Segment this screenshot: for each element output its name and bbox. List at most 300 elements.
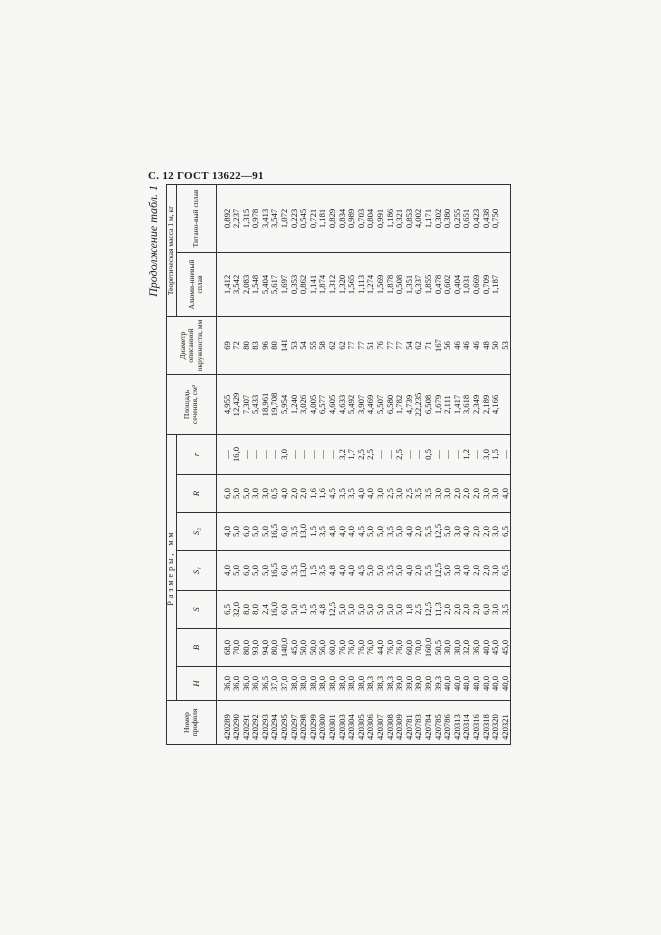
table-cell: — [270,434,280,474]
table-cell: 5,0 [366,551,376,591]
table-cell: 1,782 [395,374,405,434]
table-cell: — [434,434,444,474]
table-cell: 1,320 [338,252,348,316]
table-cell: 0,302 [434,184,444,252]
table-cell: 5,0 [395,551,405,591]
table-row [491,184,501,744]
table-cell: 83 [251,316,261,374]
table-cell: 16,5 [270,513,280,551]
table-cell: 80,0 [270,629,280,667]
table-row [338,184,348,744]
table-cell: 40,0 [472,667,482,701]
table-cell: 2,0 [414,551,424,591]
table-cell: 420314 [462,701,472,745]
table-cell: 0,978 [251,184,261,252]
table-cell: 3,547 [270,184,280,252]
table-cell: 40,0 [453,667,463,701]
table-cell: 2,349 [472,374,482,434]
table-cell: 0,834 [338,184,348,252]
table-cell: 2,083 [242,252,252,316]
table-cell: 12,429 [232,374,242,434]
table-cell: 39,0 [424,667,434,701]
table-cell: 420297 [290,701,300,745]
table-cell: 5,0 [290,591,300,629]
table-cell: 4,0 [338,551,348,591]
table-cell: 38,0 [309,667,319,701]
header-aluminum: Алюми-ниевый сплав [176,252,216,316]
table-cell: 420783 [414,701,424,745]
table-cell: 167 [434,316,444,374]
table-cell: — [261,434,271,474]
profile-table [166,184,511,745]
table-cell: 77 [347,316,357,374]
table-cell: 0,5 [424,434,434,474]
table-cell: 38,0 [290,667,300,701]
table-cell: 2,0 [453,591,463,629]
table-cell: 5,0 [366,513,376,551]
table-cell: — [251,434,261,474]
table-row [501,184,511,744]
table-cell: 1,878 [386,252,396,316]
table-cell: 0,651 [462,184,472,252]
table-cell: 76 [376,316,386,374]
table-cell: 3,2 [338,434,348,474]
table-cell: 6,0 [216,475,232,513]
table-cell: 45,0 [491,629,501,667]
table-cell: 55 [309,316,319,374]
table-cell: 4,002 [414,184,424,252]
table-row [414,184,424,744]
table-cell: 420308 [386,701,396,745]
table-cell: 2,0 [414,513,424,551]
table-cell: 46 [453,316,463,374]
table-cell: 58 [318,316,328,374]
table-cell: 2,0 [482,513,492,551]
table-cell: 0,602 [443,252,453,316]
table-cell: 6,0 [280,591,290,629]
table-cell: 12,5 [434,513,444,551]
table-cell: 2,0 [472,513,482,551]
table-row [347,184,357,744]
table-cell: — [386,434,396,474]
table-cell: 13,0 [299,551,309,591]
table-cell: 36,5 [261,667,271,701]
table-cell: 5,433 [251,374,261,434]
table-cell: 5,954 [280,374,290,434]
table-cell: 1,5 [309,513,319,551]
table-cell: 3,0 [453,513,463,551]
table-cell: 2,5 [366,434,376,474]
table-cell: 1,569 [376,252,386,316]
table-cell: 6,577 [318,374,328,434]
table-cell: 4,0 [462,513,472,551]
table-cell: 6,0 [482,591,492,629]
table-cell: 420295 [280,701,290,745]
table-cell: 160,0 [424,629,434,667]
table-cell: — [453,434,463,474]
table-cell: 94,0 [261,629,271,667]
table-cell: 80,0 [242,629,252,667]
table-row [443,184,453,744]
table-cell: 0,829 [328,184,338,252]
table-cell: 96 [261,316,271,374]
table-cell: 1,187 [491,252,501,316]
table-cell: 40,0 [491,667,501,701]
table-cell: 40,0 [482,667,492,701]
table-cell: 7,307 [242,374,252,434]
table-cell: 4,0 [216,513,232,551]
table-cell: 3,0 [491,591,501,629]
table-cell: 1,181 [318,184,328,252]
table-cell: 32,0 [462,629,472,667]
table-cell: 6,337 [414,252,424,316]
table-row [405,184,415,744]
table-cell: 4,0 [405,551,415,591]
table-cell: 38,3 [386,667,396,701]
table-cell: 5,0 [357,591,367,629]
table-cell: 4,5 [357,551,367,591]
header-circle-diameter: Диаметр описанной окружности, мм [167,316,217,374]
table-cell: 3,542 [232,252,242,316]
table-cell: 2,5 [386,475,396,513]
table-cell: 8,0 [242,591,252,629]
table-cell: 62 [328,316,338,374]
table-cell: 39,0 [414,667,424,701]
table-cell: 3,0 [491,475,501,513]
header-r-big: R [176,475,216,513]
table-cell: 2,0 [462,475,472,513]
table-row [357,184,367,744]
table-cell: 4,739 [405,374,415,434]
table-cell: 1,8 [405,591,415,629]
table-cell: 3,5 [424,475,434,513]
table-row [299,184,309,744]
table-cell: 8,0 [251,591,261,629]
table-cell: 140,0 [280,629,290,667]
table-cell: 420303 [338,701,348,745]
table-cell: 5,404 [261,252,271,316]
page-header: С. 12 ГОСТ 13622—91 [148,170,264,182]
table-cell: 1,141 [309,252,319,316]
table-caption: Продолжение табл. 1 [146,185,160,297]
table-cell: 1,874 [318,252,328,316]
table-cell: 5,507 [376,374,386,434]
table-cell: 71 [424,316,434,374]
table-cell: 50,5 [434,629,444,667]
table-cell: 1,113 [357,252,367,316]
table-cell: 5,0 [376,591,386,629]
table-cell: 0,709 [482,252,492,316]
table-cell: 1,6 [309,475,319,513]
table-cell: 3,0 [280,434,290,474]
table-cell: 38,0 [357,667,367,701]
table-row [290,184,300,744]
table-row [216,184,232,744]
table-cell: 40,0 [482,629,492,667]
table-cell: 2,111 [443,374,453,434]
table-cell: 2,0 [472,551,482,591]
table-cell: 3,5 [414,475,424,513]
table-cell: 93,0 [251,629,261,667]
table-row [482,184,492,744]
table-cell: 38,0 [328,667,338,701]
table-row [386,184,396,744]
table-cell: 0,750 [491,184,501,252]
table-cell: 1,548 [251,252,261,316]
table-cell: 5,0 [376,551,386,591]
table-cell: 38,0 [338,667,348,701]
table-cell: 420785 [434,701,444,745]
table-cell: 3,0 [482,434,492,474]
header-s: S [176,591,216,629]
table-cell: 0,255 [453,184,463,252]
table-cell: — [328,434,338,474]
table-cell: 5,492 [347,374,357,434]
table-cell: 420300 [318,701,328,745]
table-cell: 40,0 [501,667,511,701]
table-cell: 5,0 [232,475,242,513]
table-row [280,184,290,744]
table-cell: 5,0 [395,591,405,629]
table-cell: 72 [232,316,242,374]
table-cell: 16,5 [270,551,280,591]
table-cell: 1,6 [318,475,328,513]
table-cell: 3,0 [482,475,492,513]
table-cell: 5,0 [376,513,386,551]
table-cell: 420321 [501,701,511,745]
table-cell: 32,0 [232,591,242,629]
table-cell: 76,0 [338,629,348,667]
table-cell: 12,5 [434,551,444,591]
table-cell: 3,5 [318,513,328,551]
table-cell: 3,0 [491,513,501,551]
table-cell: 13,0 [299,513,309,551]
table-cell: 3,0 [395,475,405,513]
table-cell: — [318,434,328,474]
table-cell: 0,853 [405,184,415,252]
table-cell: 40,0 [443,667,453,701]
table-cell: 2,4 [261,591,271,629]
table-cell: 4,0 [347,513,357,551]
table-cell: 6,0 [242,513,252,551]
table-cell: 76,0 [357,629,367,667]
table-row [376,184,386,744]
table-cell: 5,5 [424,551,434,591]
table-row [453,184,463,744]
table-cell: 6,0 [242,551,252,591]
table-cell: 5,0 [261,513,271,551]
table-cell: 5,0 [443,551,453,591]
table-cell: 2,0 [299,475,309,513]
table-cell: 420318 [482,701,492,745]
table-cell: — [501,434,511,474]
table-cell: 2,5 [357,434,367,474]
header-titanium: Титано-вый сплав [176,184,216,252]
table-cell: 1,5 [299,591,309,629]
table-cell: 0,669 [472,252,482,316]
table-cell: 3,5 [386,551,396,591]
table-cell: 4,0 [338,513,348,551]
table-cell: 3,413 [261,184,271,252]
table-cell: 420291 [242,701,252,745]
table-cell: 420784 [424,701,434,745]
table-cell: 3,5 [347,475,357,513]
table-cell: — [242,434,252,474]
header-s2: S₂ [176,513,216,551]
table-row [251,184,261,744]
table-cell: 1,417 [453,374,463,434]
table-cell: 19,708 [270,374,280,434]
table-cell: 1,315 [242,184,252,252]
table-cell: 0,423 [472,184,482,252]
table-cell: 16,0 [270,591,280,629]
table-cell: 4,469 [366,374,376,434]
table-cell: 5,0 [443,513,453,551]
table-cell: 3,5 [501,591,511,629]
table-row [472,184,482,744]
table-cell: 0,321 [395,184,405,252]
table-cell: 77 [386,316,396,374]
table-cell: 3,0 [443,475,453,513]
table-cell: 3,5 [386,513,396,551]
table-cell: — [443,434,453,474]
table-cell: 4,633 [338,374,348,434]
table-cell: 3,5 [309,591,319,629]
table-cell: 420316 [472,701,482,745]
table-cell: 45,0 [290,629,300,667]
header-dimensions: Размеры, мм [167,434,177,700]
table-cell: 4,0 [501,475,511,513]
table-cell: 1,412 [216,252,232,316]
table-cell: 420786 [443,701,453,745]
table-cell [501,252,511,316]
table-cell: 56,0 [318,629,328,667]
table-cell: 5,0 [347,591,357,629]
table-cell: 2,5 [414,591,424,629]
table-cell: 5,0 [242,475,252,513]
table-cell: 5,0 [232,513,242,551]
table-row [318,184,328,744]
table-cell: 1,5 [309,551,319,591]
table-cell: 36,0 [216,667,232,701]
table-cell: 54 [299,316,309,374]
table-cell: 12,5 [424,591,434,629]
table-cell: 4,0 [280,475,290,513]
table-cell: — [309,434,319,474]
table-cell: 2,0 [290,475,300,513]
table-cell: 50,0 [309,629,319,667]
table-cell: 420304 [347,701,357,745]
table-cell: 5,0 [386,591,396,629]
table-cell: 1,274 [366,252,376,316]
table-cell: 30,0 [453,629,463,667]
header-area: Площадь сечения, см² [167,374,217,434]
table-cell: 0,223 [290,184,300,252]
table-cell: 77 [357,316,367,374]
table-cell: 0,508 [395,252,405,316]
table-cell: 420293 [261,701,271,745]
table-cell: 4,955 [216,374,232,434]
table-row [395,184,405,744]
table-cell: 420289 [216,701,232,745]
table-cell: 39,0 [405,667,415,701]
table-cell: 4,8 [328,551,338,591]
table-cell: — [414,434,424,474]
table-cell: 420306 [366,701,376,745]
table-cell: 0,989 [347,184,357,252]
table-row [261,184,271,744]
table-cell: — [376,434,386,474]
table-cell: 2,237 [232,184,242,252]
table-cell: 46 [472,316,482,374]
table-cell: 70,0 [414,629,424,667]
table-cell: 39,0 [395,667,405,701]
table-cell: 53 [501,316,511,374]
table-cell: 1,7 [347,434,357,474]
table-cell: 1,312 [328,252,338,316]
table-row [242,184,252,744]
table-row [309,184,319,744]
table-cell: 54 [405,316,415,374]
table-cell: 37,0 [280,667,290,701]
table-cell: 5,0 [395,513,405,551]
table-cell: 420305 [357,701,367,745]
table-cell: 2,0 [472,591,482,629]
table-cell: 46 [462,316,472,374]
table-cell: 3,0 [251,475,261,513]
table-cell: 4,8 [318,591,328,629]
table-cell [501,374,511,434]
table-cell: 4,0 [462,551,472,591]
table-cell: 48 [482,316,492,374]
table-cell: 0,545 [299,184,309,252]
table-cell: 5,0 [251,551,261,591]
table-cell: 3,0 [376,475,386,513]
table-cell: 4,5 [357,513,367,551]
table-cell: 420298 [299,701,309,745]
table-cell: 420301 [328,701,338,745]
table-cell: 80 [270,316,280,374]
table-cell: 60,0 [405,629,415,667]
table-cell: 22,235 [414,374,424,434]
table-cell: 0,991 [376,184,386,252]
table-cell: 1,186 [386,184,396,252]
table-cell: 56 [443,316,453,374]
table-cell: 0,5 [270,475,280,513]
table-cell: 4,166 [491,374,501,434]
table-cell: 420307 [376,701,386,745]
table-cell: 5,617 [270,252,280,316]
table-cell: 39,3 [434,667,444,701]
table-cell: 0,892 [216,184,232,252]
table-cell: 4,5 [328,475,338,513]
table-cell: 11,3 [434,591,444,629]
table-cell: 3,0 [434,475,444,513]
table-cell: 69 [216,316,232,374]
table-cell: 76,0 [395,629,405,667]
table-cell: 1,5 [491,434,501,474]
table-cell: 4,005 [309,374,319,434]
table-cell: 36,0 [232,667,242,701]
table-cell: 2,5 [395,434,405,474]
table-cell: 37,0 [270,667,280,701]
table-body [216,184,511,744]
table-cell: — [472,434,482,474]
table-cell: 77 [395,316,405,374]
table-cell: 53 [290,316,300,374]
table-cell: 40,0 [462,667,472,701]
table-cell: 70,0 [232,629,242,667]
